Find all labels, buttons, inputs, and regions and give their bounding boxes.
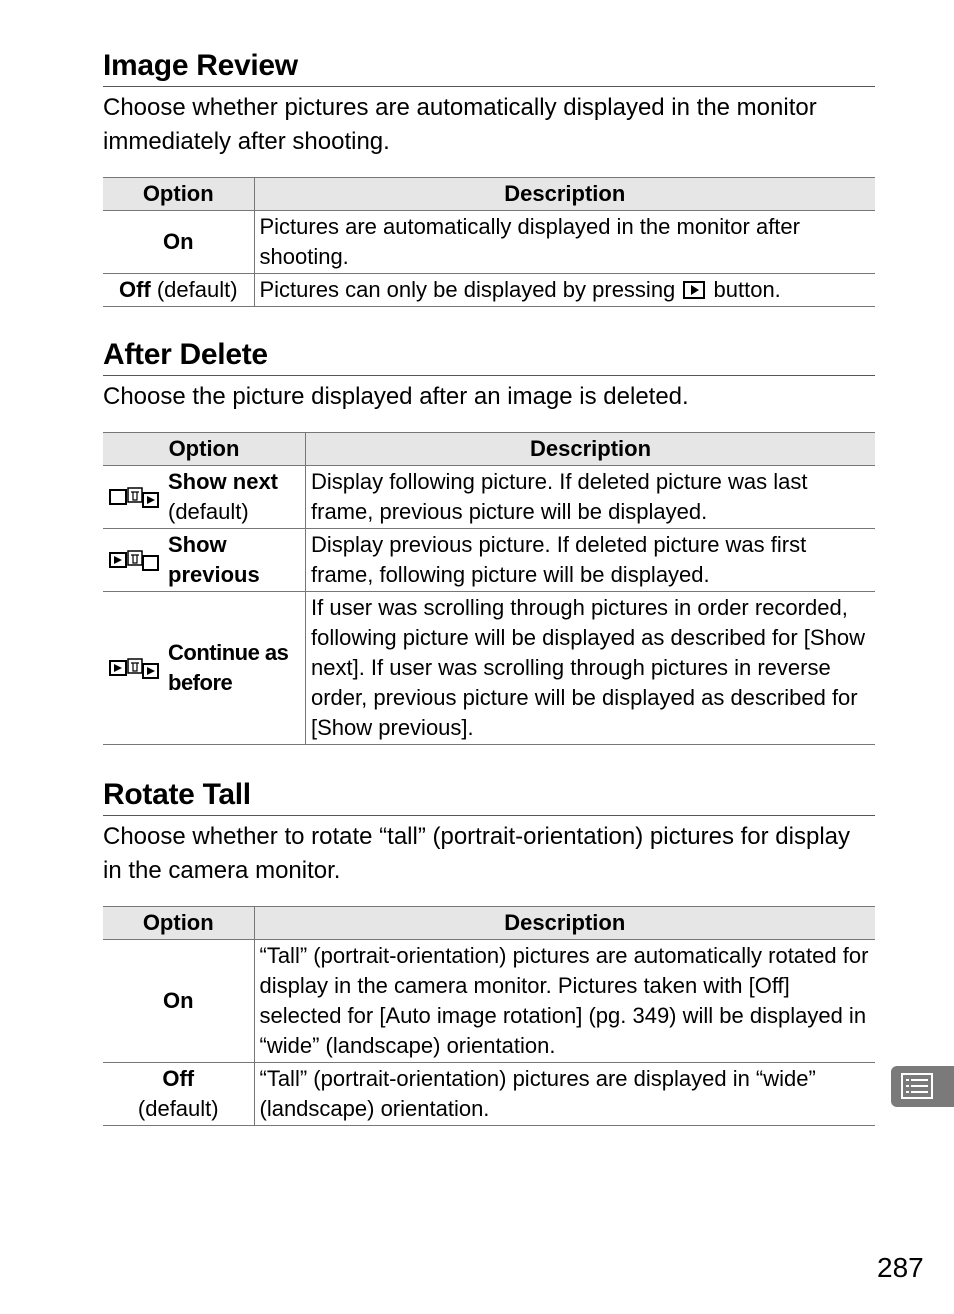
description-show-next: Display following picture. If deleted picture was last frame, previous picture will be displayed. [306, 466, 876, 529]
section-intro-after-delete: Choose the picture displayed after an image is deleted. [103, 383, 689, 410]
option-off-default: (default) [150, 277, 238, 302]
continue-as-before-icon [108, 655, 160, 681]
option-on: On [103, 940, 254, 1063]
page-number: 287 [877, 1252, 924, 1283]
option-show-next-text [168, 467, 278, 527]
section-intro-rotate-tall: Choose whether to rotate “tall” (portrait-orientation) pictures for display in the camera monitor. [103, 823, 850, 884]
show-next-icon [108, 484, 160, 510]
section-title-after-delete: After Delete [103, 337, 875, 376]
option-on: On [103, 211, 254, 274]
table-row [103, 529, 875, 592]
table-row [103, 274, 875, 307]
header-option: Option [103, 433, 306, 466]
option-off-label: Off [162, 1066, 195, 1091]
table-row [103, 466, 875, 529]
description-off [254, 274, 875, 307]
option-off [103, 274, 254, 307]
section-title-image-review: Image Review [103, 48, 875, 87]
header-option: Option [103, 178, 254, 211]
option-show-previous [103, 529, 306, 592]
table-row [103, 940, 875, 1063]
option-continue-as-before-label: Continue as before [168, 640, 289, 695]
description-off: “Tall” (portrait-orientation) pictures are displayed in “wide” (landscape) orientation. [254, 1063, 875, 1126]
option-show-next-default: (default) [168, 499, 249, 524]
header-description: Description [306, 433, 876, 466]
table-image-review [103, 177, 875, 307]
option-show-next [103, 466, 306, 529]
header-description: Description [254, 178, 875, 211]
section-title-rotate-tall: Rotate Tall [103, 777, 875, 816]
description-on: Pictures are automatically displayed in the monitor after shooting. [254, 211, 875, 274]
description-off-before: Pictures can only be displayed by pressing [259, 277, 682, 302]
table-after-delete [103, 432, 875, 745]
section-intro-image-review: Choose whether pictures are automatically displayed in the monitor immediately after shooting. [103, 94, 817, 155]
option-off-default: (default) [137, 1096, 219, 1121]
option-off [103, 1063, 254, 1126]
header-description: Description [254, 907, 875, 940]
description-continue-as-before: If user was scrolling through pictures in order recorded, following picture will be displayed as described for [Show next]. If user was scrolling through pictures in reverse order, previous picture will be displayed as described for [Show previous]. [306, 592, 876, 745]
table-rotate-tall [103, 906, 875, 1126]
playback-button-icon [683, 281, 705, 299]
playback-menu-icon [901, 1073, 933, 1099]
option-off-label: Off [118, 277, 151, 302]
option-continue-as-before [103, 592, 306, 745]
table-row [103, 592, 875, 745]
table-row [103, 1063, 875, 1126]
table-row [103, 211, 875, 274]
description-show-previous: Display previous picture. If deleted picture was first frame, following picture will be displayed. [306, 529, 876, 592]
section-tab [891, 1066, 954, 1107]
option-show-previous-label: Show previous [168, 532, 260, 587]
show-previous-icon [108, 547, 160, 573]
header-option: Option [103, 907, 254, 940]
description-on: “Tall” (portrait-orientation) pictures are automatically rotated for display in the camera monitor. Pictures taken with [Off] selected for [Auto image rotation] (pg. 349) will be displayed in “wide” (landscape) orientation. [254, 940, 875, 1063]
option-show-next-label: Show next [168, 469, 279, 494]
description-off-after: button. [707, 277, 781, 302]
